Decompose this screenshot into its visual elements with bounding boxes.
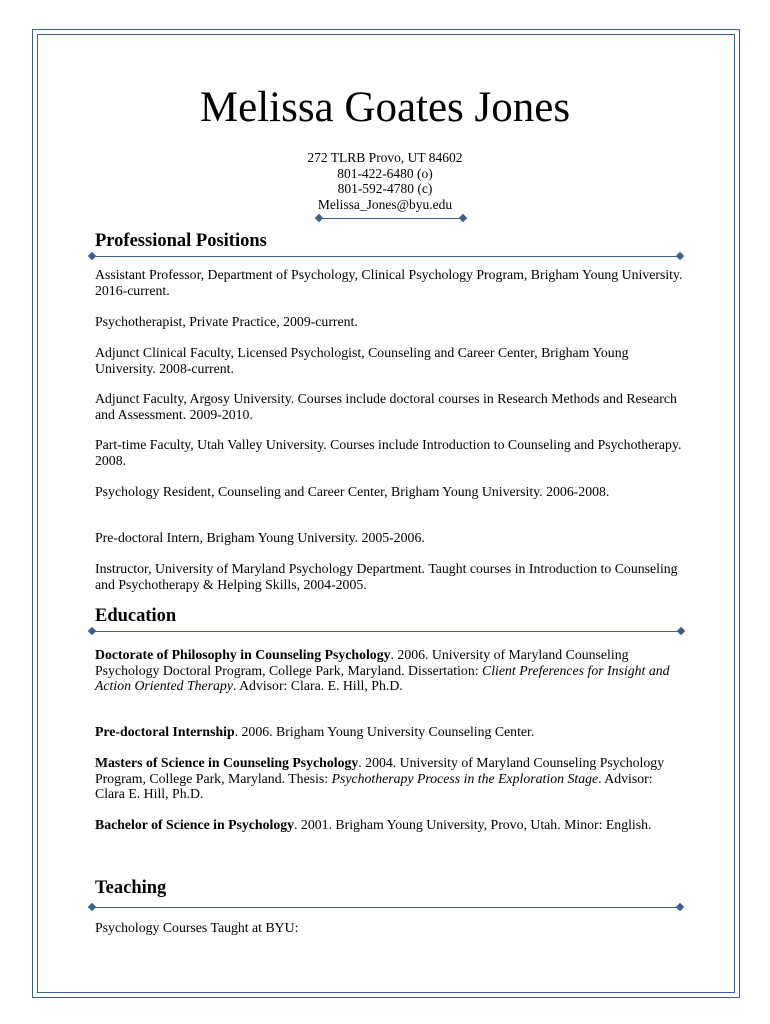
cell-phone: 801-592-4780 (c) (337, 181, 433, 196)
position-entry: Part-time Faculty, Utah Valley University. Courses include Introduction to Counseling and Psychotherapy. 2008. (95, 437, 682, 468)
address: 272 TLRB Provo, UT 84602 (307, 150, 463, 165)
degree-title: Bachelor of Science in Psychology (95, 817, 295, 832)
education-entry-internship (95, 724, 685, 740)
position-entry: Pre-doctoral Intern, Brigham Young University. 2005-2006. (95, 530, 425, 545)
contact-divider (319, 218, 463, 219)
position-entry: Psychotherapist, Private Practice, 2009-current. (95, 314, 358, 329)
office-phone: 801-422-6480 (o) (337, 165, 433, 181)
section-heading-teaching: Teaching (95, 878, 167, 898)
section-heading-professional: Professional Positions (95, 231, 267, 251)
position-entry: Psychology Resident, Counseling and Career Center, Brigham Young University. 2006-2008. (95, 484, 610, 499)
position-entry: Adjunct Clinical Faculty, Licensed Psychologist, Counseling and Career Center, Brigham Young University. 2008-current. (95, 345, 629, 376)
email-link[interactable]: Melissa_Jones@byu.edu (317, 196, 453, 212)
degree-details: . 2004. University of Maryland Counseling Psychology Program, College Park, Maryland. Thesis: (95, 755, 665, 786)
education-entry-masters (95, 755, 685, 802)
section-divider-teaching (92, 907, 680, 908)
degree-title: Masters of Science in Counseling Psychology (95, 755, 359, 770)
advisor-details: . Advisor: Clara E. Hill, Ph.D. (95, 770, 653, 801)
degree-details: . 2006. University of Maryland Counseling Psychology Doctoral Program, College Park, Maryland. Dissertation: (95, 647, 629, 678)
position-entry: Adjunct Faculty, Argosy University. Courses include doctoral courses in Research Methods and Research and Assessment. 2009-2010. (95, 391, 677, 422)
advisor-details: . Advisor: Clara. E. Hill, Ph.D. (232, 678, 403, 693)
teaching-intro: Psychology Courses Taught at BYU: (95, 920, 299, 935)
position-entry: Instructor, University of Maryland Psychology Department. Taught courses in Introduction to Counseling and Psychotherapy & Helping Skills, 2004-2005. (95, 561, 678, 592)
degree-title: Pre-doctoral Internship (95, 724, 235, 739)
degree-details: . 2001. Brigham Young University, Provo, Utah. Minor: English. (294, 817, 652, 832)
education-entry-bachelor (95, 817, 685, 833)
education-entry-phd (95, 647, 685, 694)
degree-title: Doctorate of Philosophy in Counseling Psychology (95, 647, 391, 662)
dissertation-title: Client Preferences for Insight and Action Oriented Therapy (95, 662, 670, 693)
thesis-title: Psychotherapy Process in the Exploration Stage (331, 770, 599, 786)
section-divider-professional (92, 256, 680, 257)
position-entry: Assistant Professor, Department of Psychology, Clinical Psychology Program, Brigham Young University. 2016-current. (95, 267, 683, 298)
candidate-name: Melissa Goates Jones (199, 84, 571, 131)
section-divider-education (92, 631, 681, 632)
contact-block (0, 150, 770, 212)
section-heading-education: Education (95, 606, 177, 626)
degree-details: . 2006. Brigham Young University Counseling Center. (234, 724, 535, 739)
